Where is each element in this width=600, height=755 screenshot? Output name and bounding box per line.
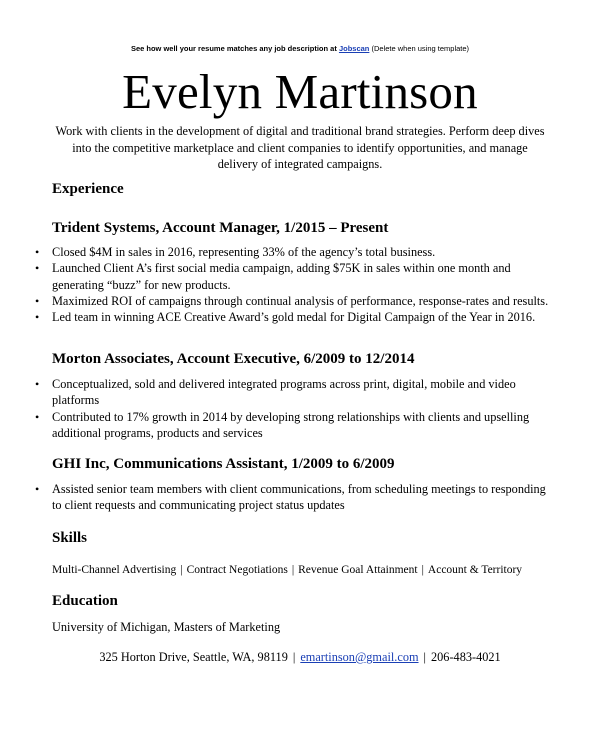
job-2-bullet-1: • Conceptualized, sold and delivered integrated programs across print, digital, mobile and video platforms <box>52 376 552 409</box>
skill-item: Contract Negotiations <box>186 564 288 576</box>
note-text: See how well your resume matches any job description at <box>130 44 337 53</box>
education-entry: University of Michigan, Masters of Marketing <box>52 620 281 634</box>
candidate-name: Evelyn Martinson <box>122 64 478 119</box>
summary: Work with clients in the development of digital and traditional brand strategies. Perform deep dives into the competitive marketplace and client companies to identify opportunities, and manage delivery of integrated campaigns. <box>55 124 545 172</box>
separator: | <box>421 564 424 576</box>
job-1-bullet-3: • Maximized ROI of campaigns through continual analysis of performance, response-rates and results. <box>52 293 552 309</box>
separator: | <box>292 650 296 664</box>
experience-heading: Experience <box>52 181 124 197</box>
job-2-bullets <box>52 376 552 441</box>
address: 325 Horton Drive, Seattle, WA, 98119 <box>99 650 288 664</box>
skills-heading: Skills <box>52 530 88 546</box>
separator: | <box>423 650 426 664</box>
jobscan-note <box>0 44 600 54</box>
job-1-bullet-1: • Closed $4M in sales in 2016, representing 33% of the agency’s total business. <box>52 244 552 260</box>
job-3-bullet-1: • Assisted senior team members with client communications, from scheduling meetings to responding to client requests and communicating project status updates <box>52 481 552 514</box>
jobscan-link[interactable]: Jobscan <box>338 44 370 53</box>
job-title-2: Morton Associates, Account Executive, 6/2009 to 12/2014 <box>52 351 415 367</box>
note-suffix: (Delete when using template) <box>371 44 470 53</box>
job-1-bullet-4: • Led team in winning ACE Creative Award’s gold medal for Digital Campaign of the Year in 2016. <box>52 309 552 325</box>
separator: | <box>180 564 183 576</box>
separator: | <box>291 564 295 576</box>
job-title-3: GHI Inc, Communications Assistant, 1/2009 to 6/2009 <box>52 456 395 472</box>
job-2-bullet-2: • Contributed to 17% growth in 2014 by developing strong relationships with clients and upselling additional programs, products and services <box>52 409 552 442</box>
job-title-1: Trident Systems, Account Manager, 1/2015 – Present <box>52 220 389 236</box>
skills-list <box>52 563 552 577</box>
skill-item: Account & Territory <box>427 564 523 576</box>
skill-item: Multi-Channel Advertising <box>52 564 177 576</box>
contact-line <box>0 650 600 665</box>
phone: 206-483-4021 <box>431 650 501 664</box>
email-link[interactable]: emartinson@gmail.com <box>300 650 419 664</box>
job-1-bullet-2: • Launched Client A’s first social media campaign, adding $75K in sales within one month and generating “buzz” for new products. <box>52 260 552 293</box>
job-3-bullets <box>52 481 552 514</box>
skill-item: Revenue Goal Attainment <box>298 564 418 576</box>
job-1-bullets <box>52 244 552 325</box>
education-heading: Education <box>52 593 118 609</box>
